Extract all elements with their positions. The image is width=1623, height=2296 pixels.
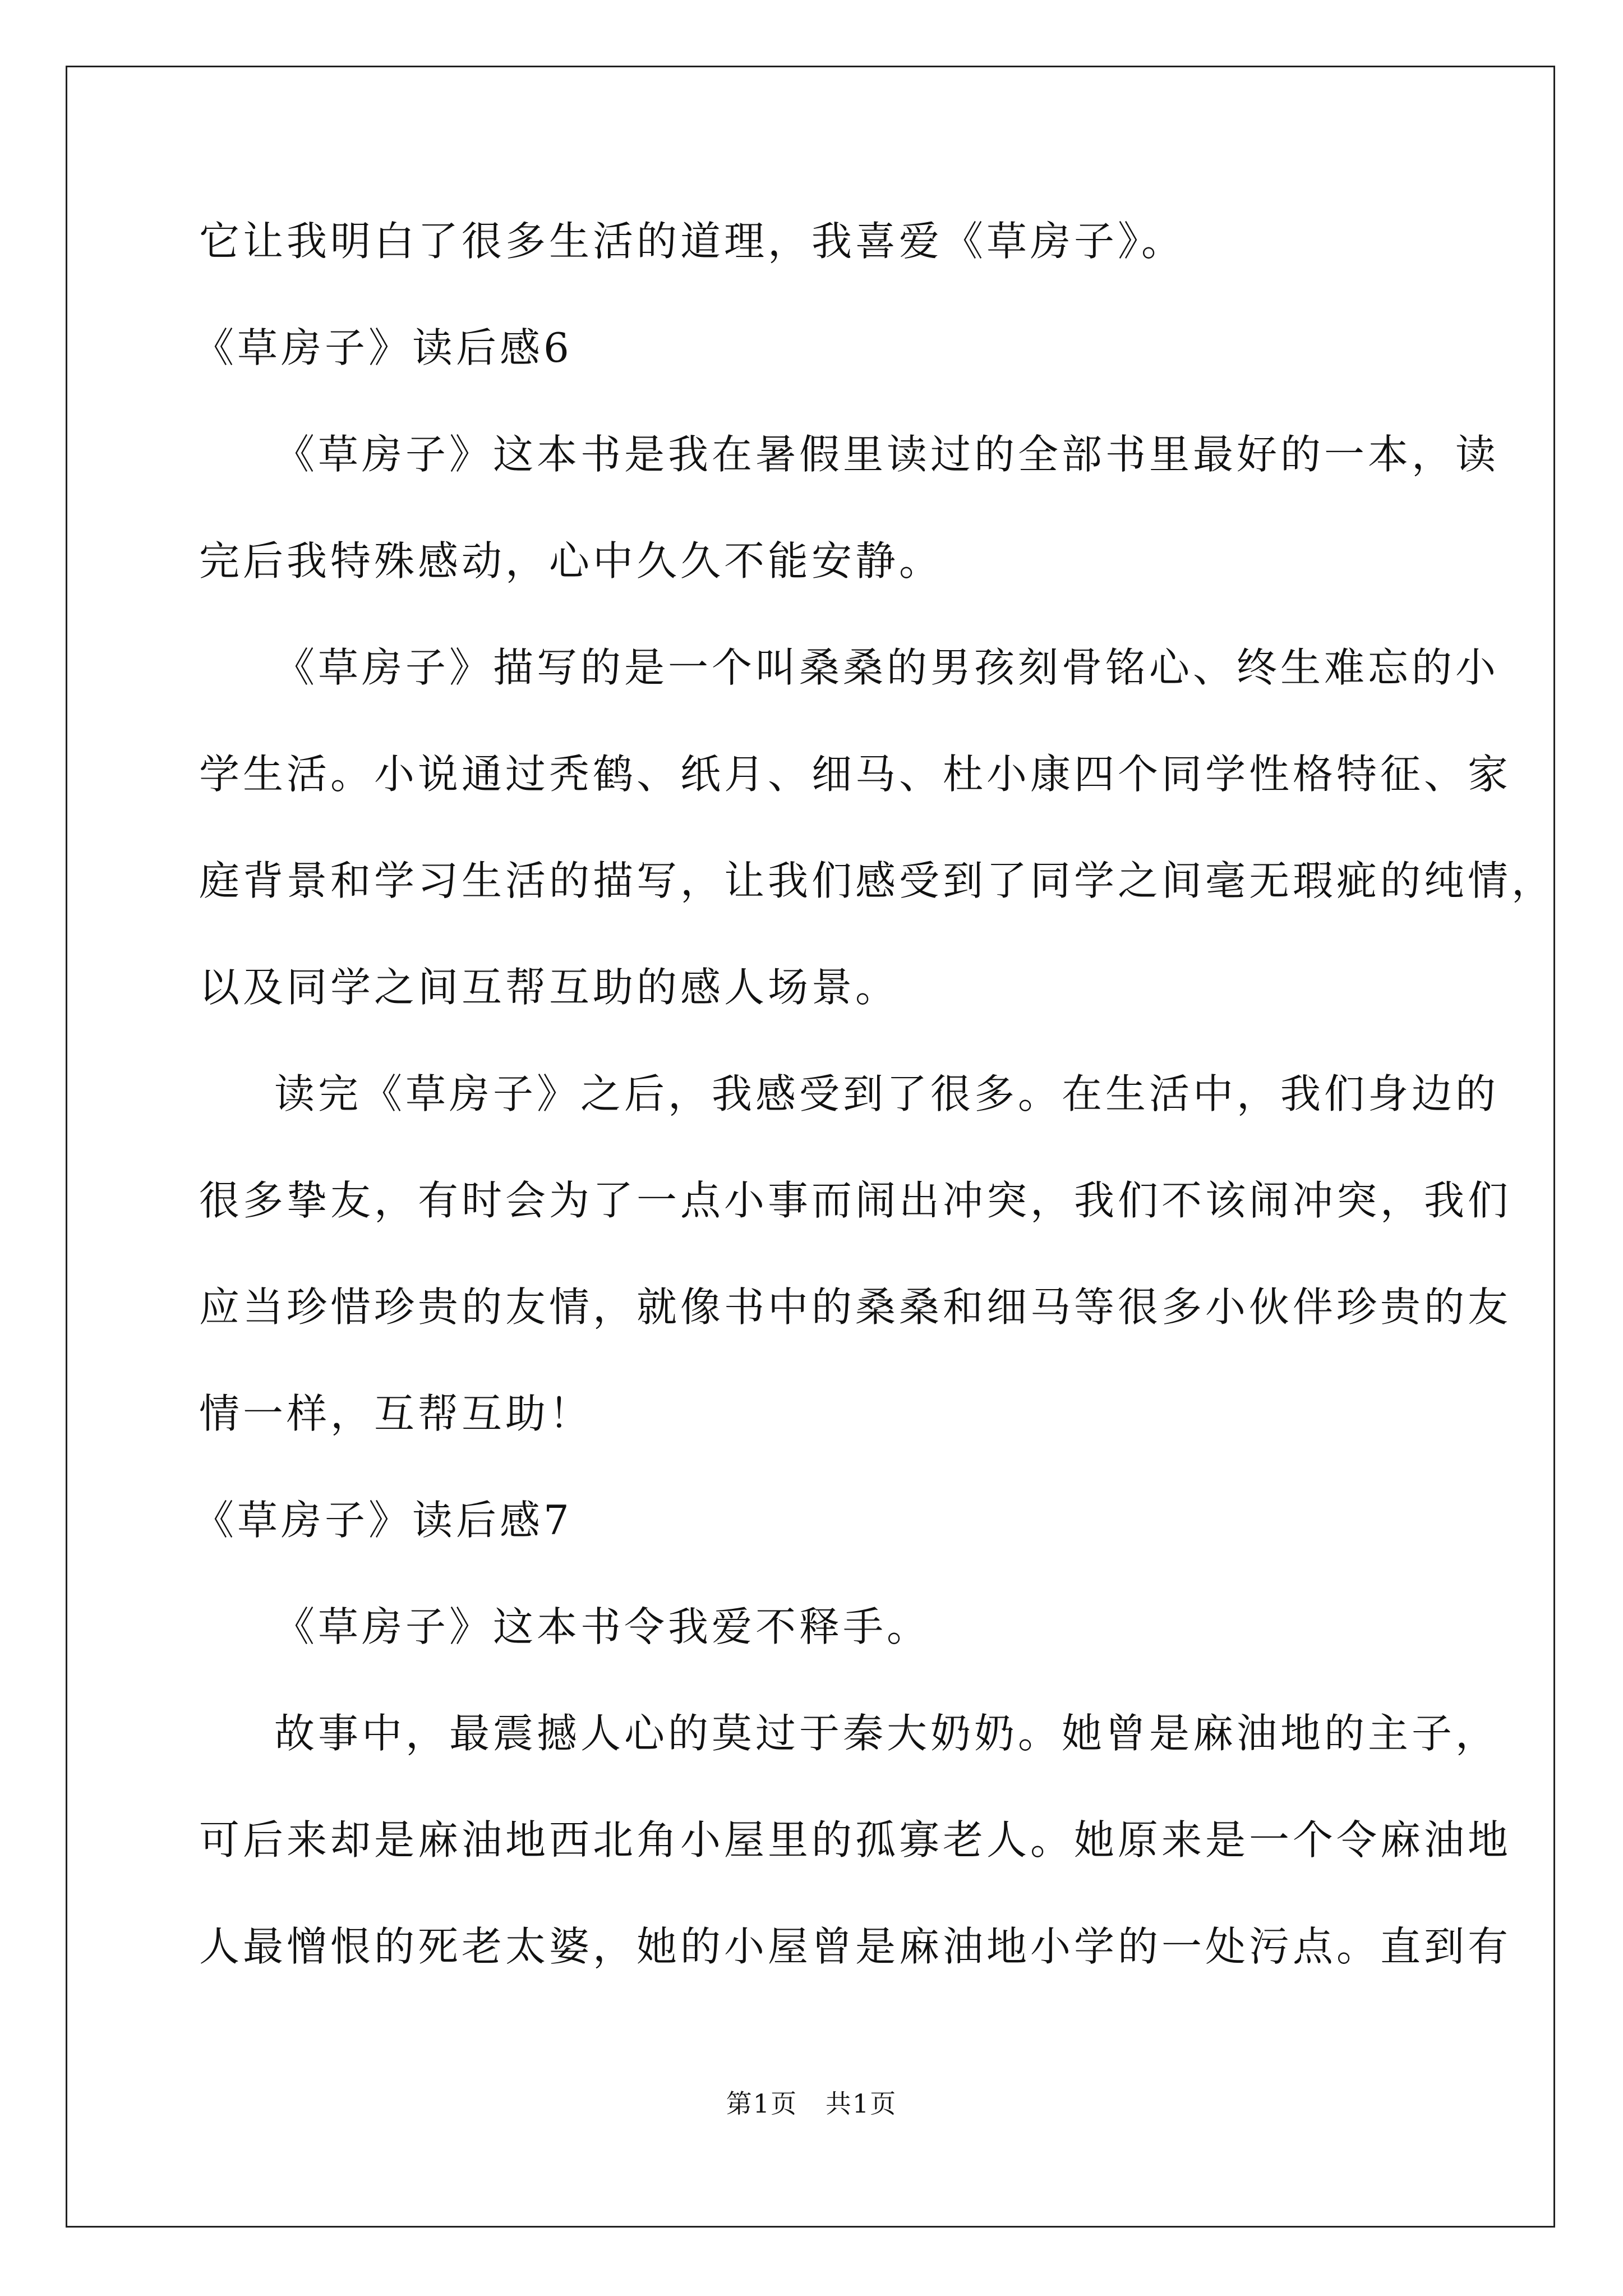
- section-heading: 《草房子》读后感7: [193, 1497, 573, 1544]
- paragraph-first-line: 《草房子》描写的是一个叫桑桑的男孩刻骨铭心、终生难忘的小: [274, 644, 1500, 691]
- section-heading: 《草房子》读后感6: [193, 324, 573, 371]
- paragraph-first-line: 《草房子》这本书令我爱不释手。: [274, 1603, 931, 1650]
- body-text-line: 学生活。小说通过秃鹤、纸月、细马、杜小康四个同学性格特征、家: [199, 751, 1512, 798]
- paragraph-first-line: 《草房子》这本书是我在暑假里读过的全部书里最好的一本，读: [274, 431, 1500, 478]
- body-text-line: 完后我特殊感动，心中久久不能安静。: [199, 537, 943, 585]
- body-text-line: 以及同学之间互帮互助的感人场景。: [199, 964, 900, 1011]
- body-text-line: 情一样，互帮互助！: [199, 1390, 593, 1437]
- body-text-line: 人最憎恨的死老太婆，她的小屋曾是麻油地小学的一处污点。直到有: [199, 1923, 1512, 1970]
- body-text-line: 它让我明白了很多生活的道理，我喜爱《草房子》。: [199, 218, 1186, 265]
- paragraph-first-line: 故事中，最震撼人心的莫过于秦大奶奶。她曾是麻油地的主子，: [274, 1710, 1500, 1757]
- body-text-line: 可后来却是麻油地西北角小屋里的孤寡老人。她原来是一个令麻油地: [199, 1816, 1512, 1864]
- body-text-line: 庭背景和学习生活的描写，让我们感受到了同学之间毫无瑕疵的纯情，: [199, 857, 1556, 904]
- paragraph-first-line: 读完《草房子》之后，我感受到了很多。在生活中，我们身边的: [274, 1070, 1500, 1117]
- page-border: [66, 66, 1555, 2228]
- body-text-line: 应当珍惜珍贵的友情，就像书中的桑桑和细马等很多小伙伴珍贵的友: [199, 1283, 1512, 1331]
- body-text-line: 很多挚友，有时会为了一点小事而闹出冲突，我们不该闹冲突，我们: [199, 1177, 1512, 1224]
- page-number-footer: 第1页 共1页: [726, 2088, 897, 2119]
